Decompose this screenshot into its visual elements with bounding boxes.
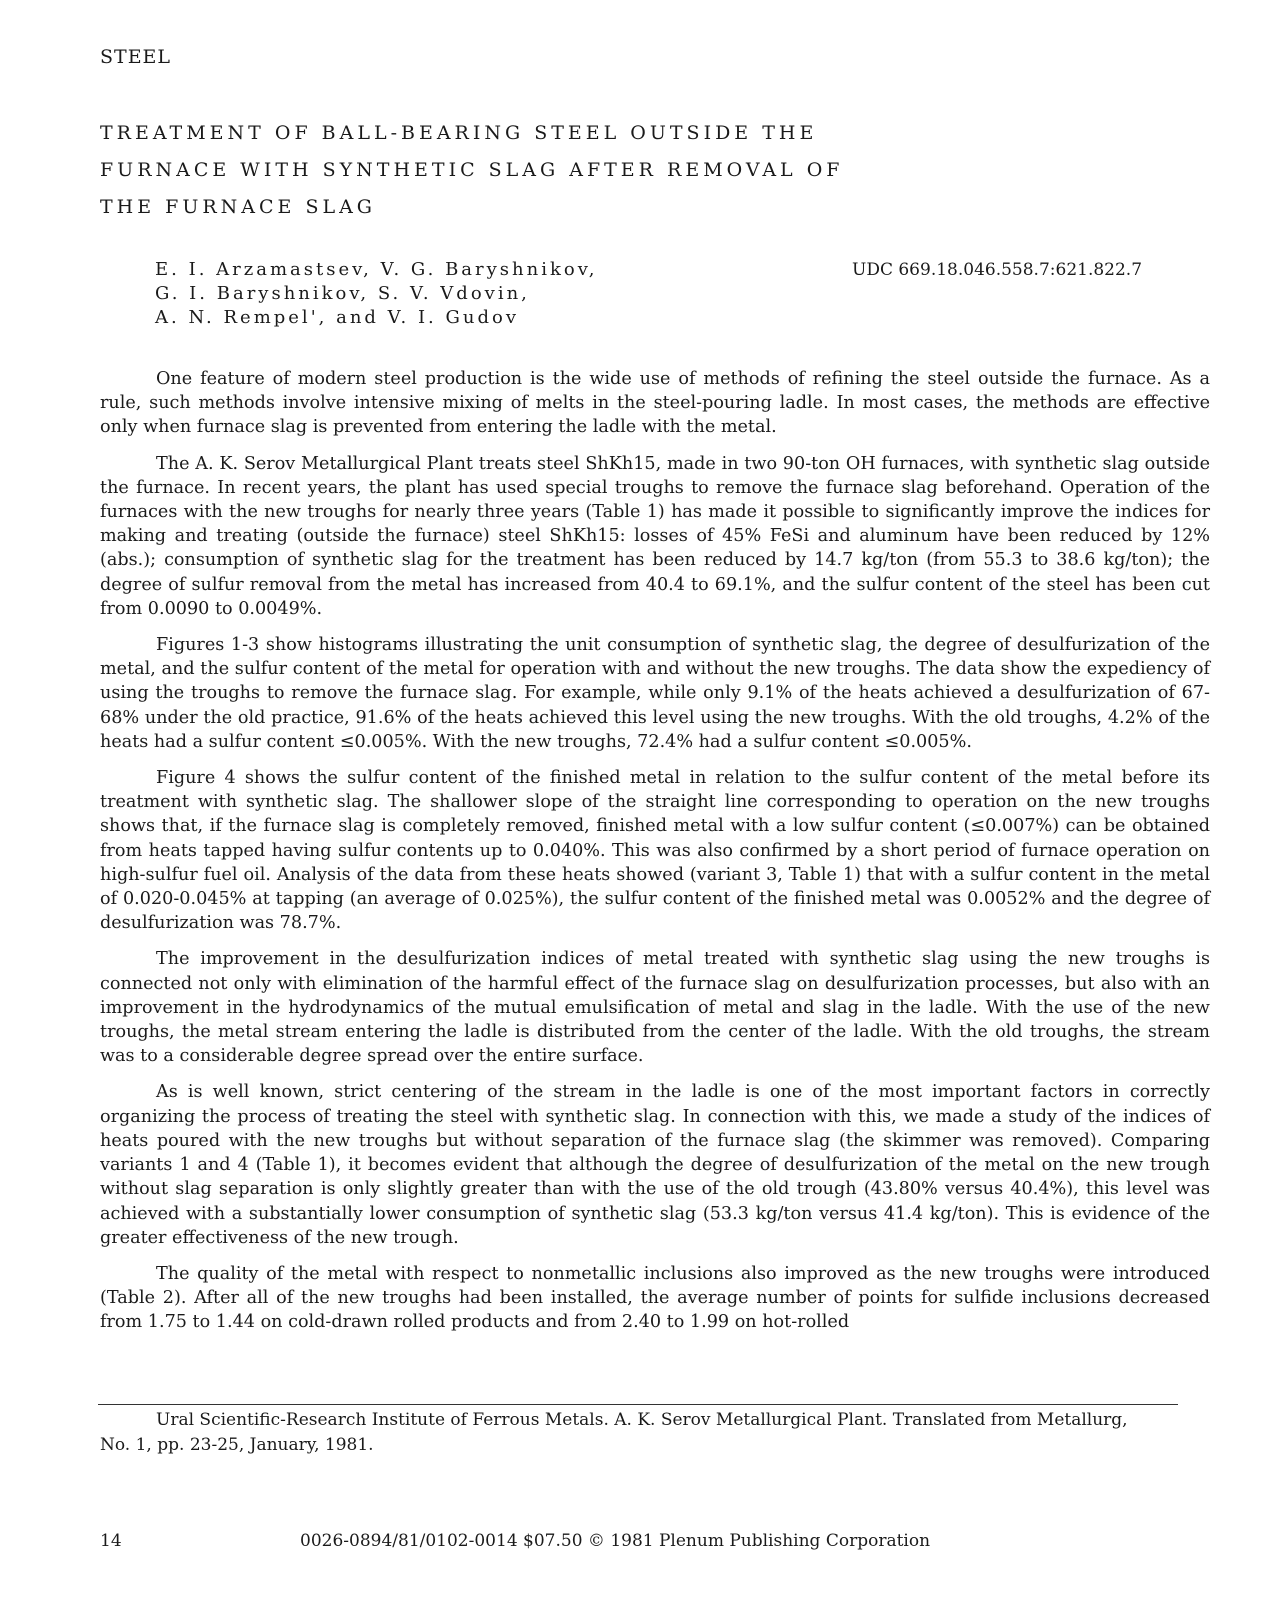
section-label: STEEL — [100, 46, 172, 68]
body-paragraph: The quality of the metal with respect to nonmetallic inclusions also improved as the new troughs were introduced (Table 2). After all of the new troughs had been installed, the average number of points for sulfide inclusions decreased from 1.75 to 1.44 on cold-drawn rolled products and from 2.40 to 1.99 on hot-rolled — [100, 1263, 1210, 1333]
article-title — [100, 115, 900, 226]
author-line: A. N. Rempel', and V. I. Gudov — [155, 307, 519, 328]
author-line: E. I. Arzamastsev, V. G. Baryshnikov, — [155, 259, 598, 280]
footnote: Ural Scientific-Research Institute of Ferrous Metals. A. K. Serov Metallurgical Plant. Translated from Metallurg, No. 1, pp. 23-25, January, 1981. — [100, 1410, 1128, 1455]
title-line: TREATMENT OF BALL-BEARING STEEL OUTSIDE THE — [100, 122, 818, 144]
title-line: FURNACE WITH SYNTHETIC SLAG AFTER REMOVAL OF — [100, 159, 844, 181]
title-line: THE FURNACE SLAG — [100, 196, 376, 218]
body-paragraph: Figure 4 shows the sulfur content of the finished metal in relation to the sulfur content of the metal before its treatment with synthetic slag. The shallower slope of the straight line corresponding to operation on the new troughs shows that, if the furnace slag is completely removed, finished metal with a low sulfur content (≤0.007%) can be obtained from heats tapped having sulfur contents up to 0.040%. This was also confirmed by a short period of furnace operation on high-sulfur fuel oil. Analysis of the data from these heats showed (variant 3, Table 1) that with a sulfur content in the metal of 0.020-0.045% at tapping (an average of 0.025%), the sulfur content of the finished metal was 0.0052% and the degree of desulfurization was 78.7%. — [100, 768, 1210, 934]
udc-code: UDC 669.18.046.558.7:621.822.7 — [852, 260, 1143, 280]
body-paragraph: Figures 1-3 show histograms illustrating the unit consumption of synthetic slag, the degree of desulfurization of the metal, and the sulfur content of the metal for operation with and without the new troughs. The data show the expediency of using the troughs to remove the furnace slag. For example, while only 9.1% of the heats achieved a desulfurization of 67-68% under the old practice, 91.6% of the heats achieved this level using the new troughs. With the old troughs, 4.2% of the heats had a sulfur content ≤0.005%. With the new troughs, 72.4% had a sulfur content ≤0.005%. — [100, 635, 1210, 752]
body-paragraph: The improvement in the desulfurization indices of metal treated with synthetic slag using the new troughs is connected not only with elimination of the harmful effect of the furnace slag on desulfurization processes, but also with an improvement in the hydrodynamics of the mutual emulsification of metal and slag in the ladle. With the use of the new troughs, the metal stream entering the ladle is distributed from the center of the ladle. With the old troughs, the stream was to a considerable degree spread over the entire surface. — [100, 949, 1210, 1067]
page-number: 14 — [100, 1531, 122, 1551]
body-paragraph: The A. K. Serov Metallurgical Plant treats steel ShKh15, made in two 90-ton OH furnaces, with synthetic slag outside the furnace. In recent years, the plant has used special troughs to remove the furnace slag beforehand. Operation of the furnaces with the new troughs for nearly three years (Table 1) has made it possible to significantly improve the indices for making and treating (outside the furnace) steel ShKh15: losses of 45% FeSi and aluminum have been reduced by 12% (abs.); consumption of synthetic slag for the treatment has been reduced by 14.7 kg/ton (from 55.3 to 38.6 kg/ton); the degree of sulfur removal from the metal has increased from 40.4 to 69.1%, and the sulfur content of the steel has been cut from 0.0090 to 0.0049%. — [100, 453, 1210, 619]
author-line: G. I. Baryshnikov, S. V. Vdovin, — [155, 283, 530, 304]
article-body — [100, 367, 1210, 1347]
author-list — [155, 258, 597, 330]
body-paragraph: As is well known, strict centering of the stream in the ladle is one of the most important factors in correctly organizing the process of treating the steel with synthetic slag. In connection with this, we made a study of the indices of heats poured with the new troughs but without separation of the furnace slag (the skimmer was removed). Comparing variants 1 and 4 (Table 1), it becomes evident that although the degree of desulfurization of the metal on the new trough without slag separation is only slightly greater than with the use of the old trough (43.80% versus 40.4%), this level was achieved with a substantially lower consumption of synthetic slag (53.3 kg/ton versus 41.4 kg/ton). This is evidence of the greater effectiveness of the new trough. — [100, 1082, 1210, 1248]
copyright-line: 0026-0894/81/0102-0014 $07.50 © 1981 Plenum Publishing Corporation — [300, 1531, 931, 1551]
footnote-divider — [98, 1404, 1178, 1405]
body-paragraph: One feature of modern steel production is the wide use of methods of refining the steel outside the furnace. As a rule, such methods involve intensive mixing of melts in the steel-pouring ladle. In most cases, the methods are effective only when furnace slag is prevented from entering the ladle with the metal. — [100, 369, 1210, 438]
